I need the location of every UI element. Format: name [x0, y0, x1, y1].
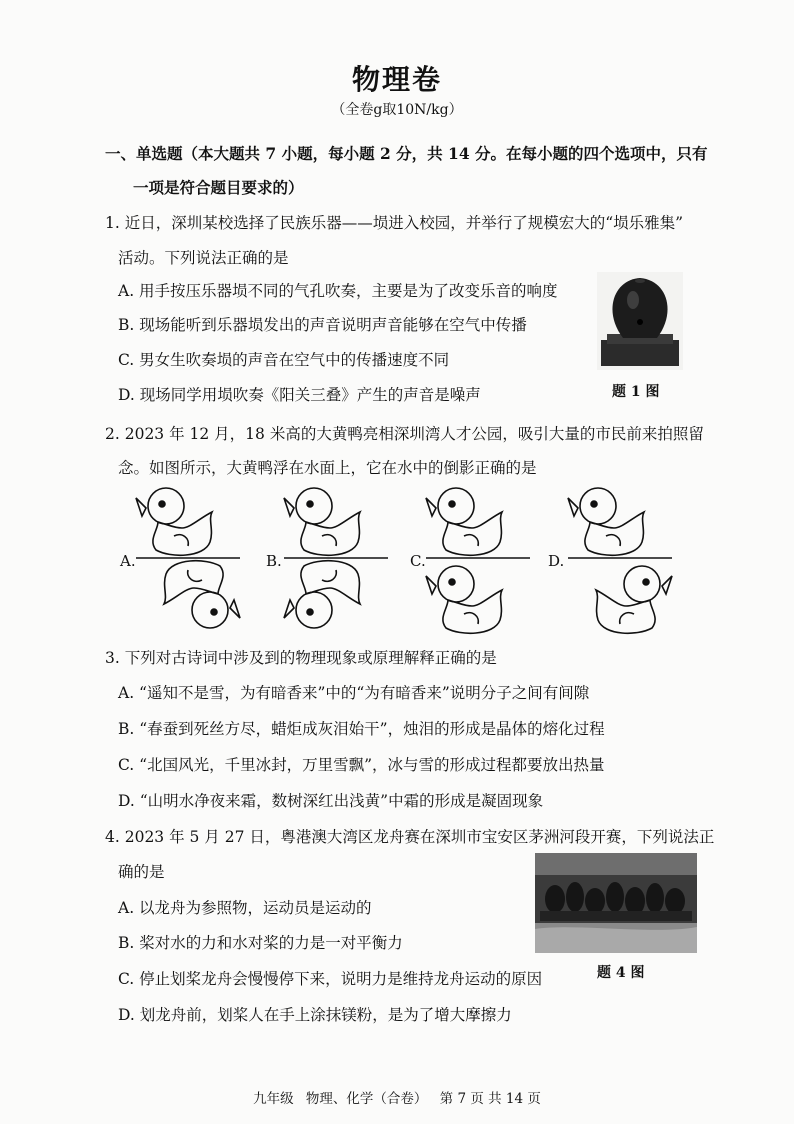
footer-subject: 物理、化学（合卷）	[305, 1091, 428, 1107]
page-footer	[0, 1087, 794, 1107]
q4-option-d: D. 划龙舟前，划桨人在手上涂抹镁粉，是为了增大摩擦力	[118, 1006, 512, 1024]
footer-grade: 九年级	[253, 1091, 294, 1107]
q3-option-b: B. “春蚕到死丝方尽，蜡炬成灰泪始干”，烛泪的形成是晶体的熔化过程	[118, 720, 605, 738]
q4-figure-caption: 题 4 图	[597, 965, 645, 981]
q4-option-a: A. 以龙舟为参照物，运动员是运动的	[118, 899, 372, 917]
q1-option-d: D. 现场同学用埙吹奏《阳关三叠》产生的声音是噪声	[118, 386, 481, 404]
q2-option-c-label: C.	[410, 552, 426, 570]
q2-option-d-label: D.	[548, 552, 565, 570]
q1-option-c: C. 男女生吹奏埙的声音在空气中的传播速度不同	[118, 351, 450, 369]
duck-reflection-option-c	[418, 484, 538, 646]
q1-option-a: A. 用手按压乐器埙不同的气孔吹奏，主要是为了改变乐音的响度	[118, 282, 558, 300]
duck-reflection-option-b	[276, 484, 396, 646]
q1-stem-cont: 活动。下列说法正确的是	[118, 249, 289, 267]
q2-option-b-label: B.	[266, 552, 282, 570]
q3-option-a: A. “遥知不是雪，为有暗香来”中的“为有暗香来”说明分子之间有间隙	[118, 684, 590, 702]
q4-stem-cont: 确的是	[118, 863, 165, 881]
q2-stem-cont: 念。如图所示，大黄鸭浮在水面上，它在水中的倒影正确的是	[118, 459, 537, 477]
q4-option-b: B. 桨对水的力和水对桨的力是一对平衡力	[118, 934, 403, 952]
q1-figure-caption: 题 1 图	[612, 384, 660, 400]
q4-stem: 4. 2023 年 5 月 27 日，粤港澳大湾区龙舟赛在深圳市宝安区茅洲河段开赛，下列说法正	[105, 828, 715, 846]
page-subtitle: （全卷g取10N/kg）	[331, 102, 463, 118]
page-title: 物理卷	[351, 63, 442, 96]
q2-option-a-label: A.	[120, 552, 136, 570]
q1-stem: 1. 近日，深圳某校选择了民族乐器——埙进入校园，并举行了规模宏大的“埙乐雅集”	[105, 214, 684, 232]
dragon-boat-photo	[535, 853, 697, 953]
q3-option-d: D. “山明水净夜来霜，数树深红出浅黄”中霜的形成是凝固现象	[118, 792, 544, 810]
duck-reflection-option-a	[128, 484, 248, 646]
duck-reflection-option-d	[560, 484, 680, 646]
q3-option-c: C. “北国风光，千里冰封，万里雪飘”，冰与雪的形成过程都要放出热量	[118, 756, 605, 774]
q1-option-b: B. 现场能听到乐器埙发出的声音说明声音能够在空气中传播	[118, 316, 527, 334]
footer-page-number: 第 7 页 共 14 页	[439, 1091, 541, 1107]
section-heading: 一、单选题（本大题共 7 小题，每小题 2 分，共 14 分。在每小题的四个选项中，只有	[105, 144, 708, 163]
q3-stem: 3. 下列对古诗词中涉及到的物理现象或原理解释正确的是	[105, 649, 497, 667]
q2-stem: 2. 2023 年 12 月，18 米高的大黄鸭亮相深圳湾人才公园，吸引大量的市民前来拍照留	[105, 425, 704, 443]
section-heading-cont: 一项是符合题目要求的）	[133, 178, 304, 197]
q4-option-c: C. 停止划桨龙舟会慢慢停下来，说明力是维持龙舟运动的原因	[118, 970, 543, 988]
xun-instrument-photo	[597, 272, 683, 370]
